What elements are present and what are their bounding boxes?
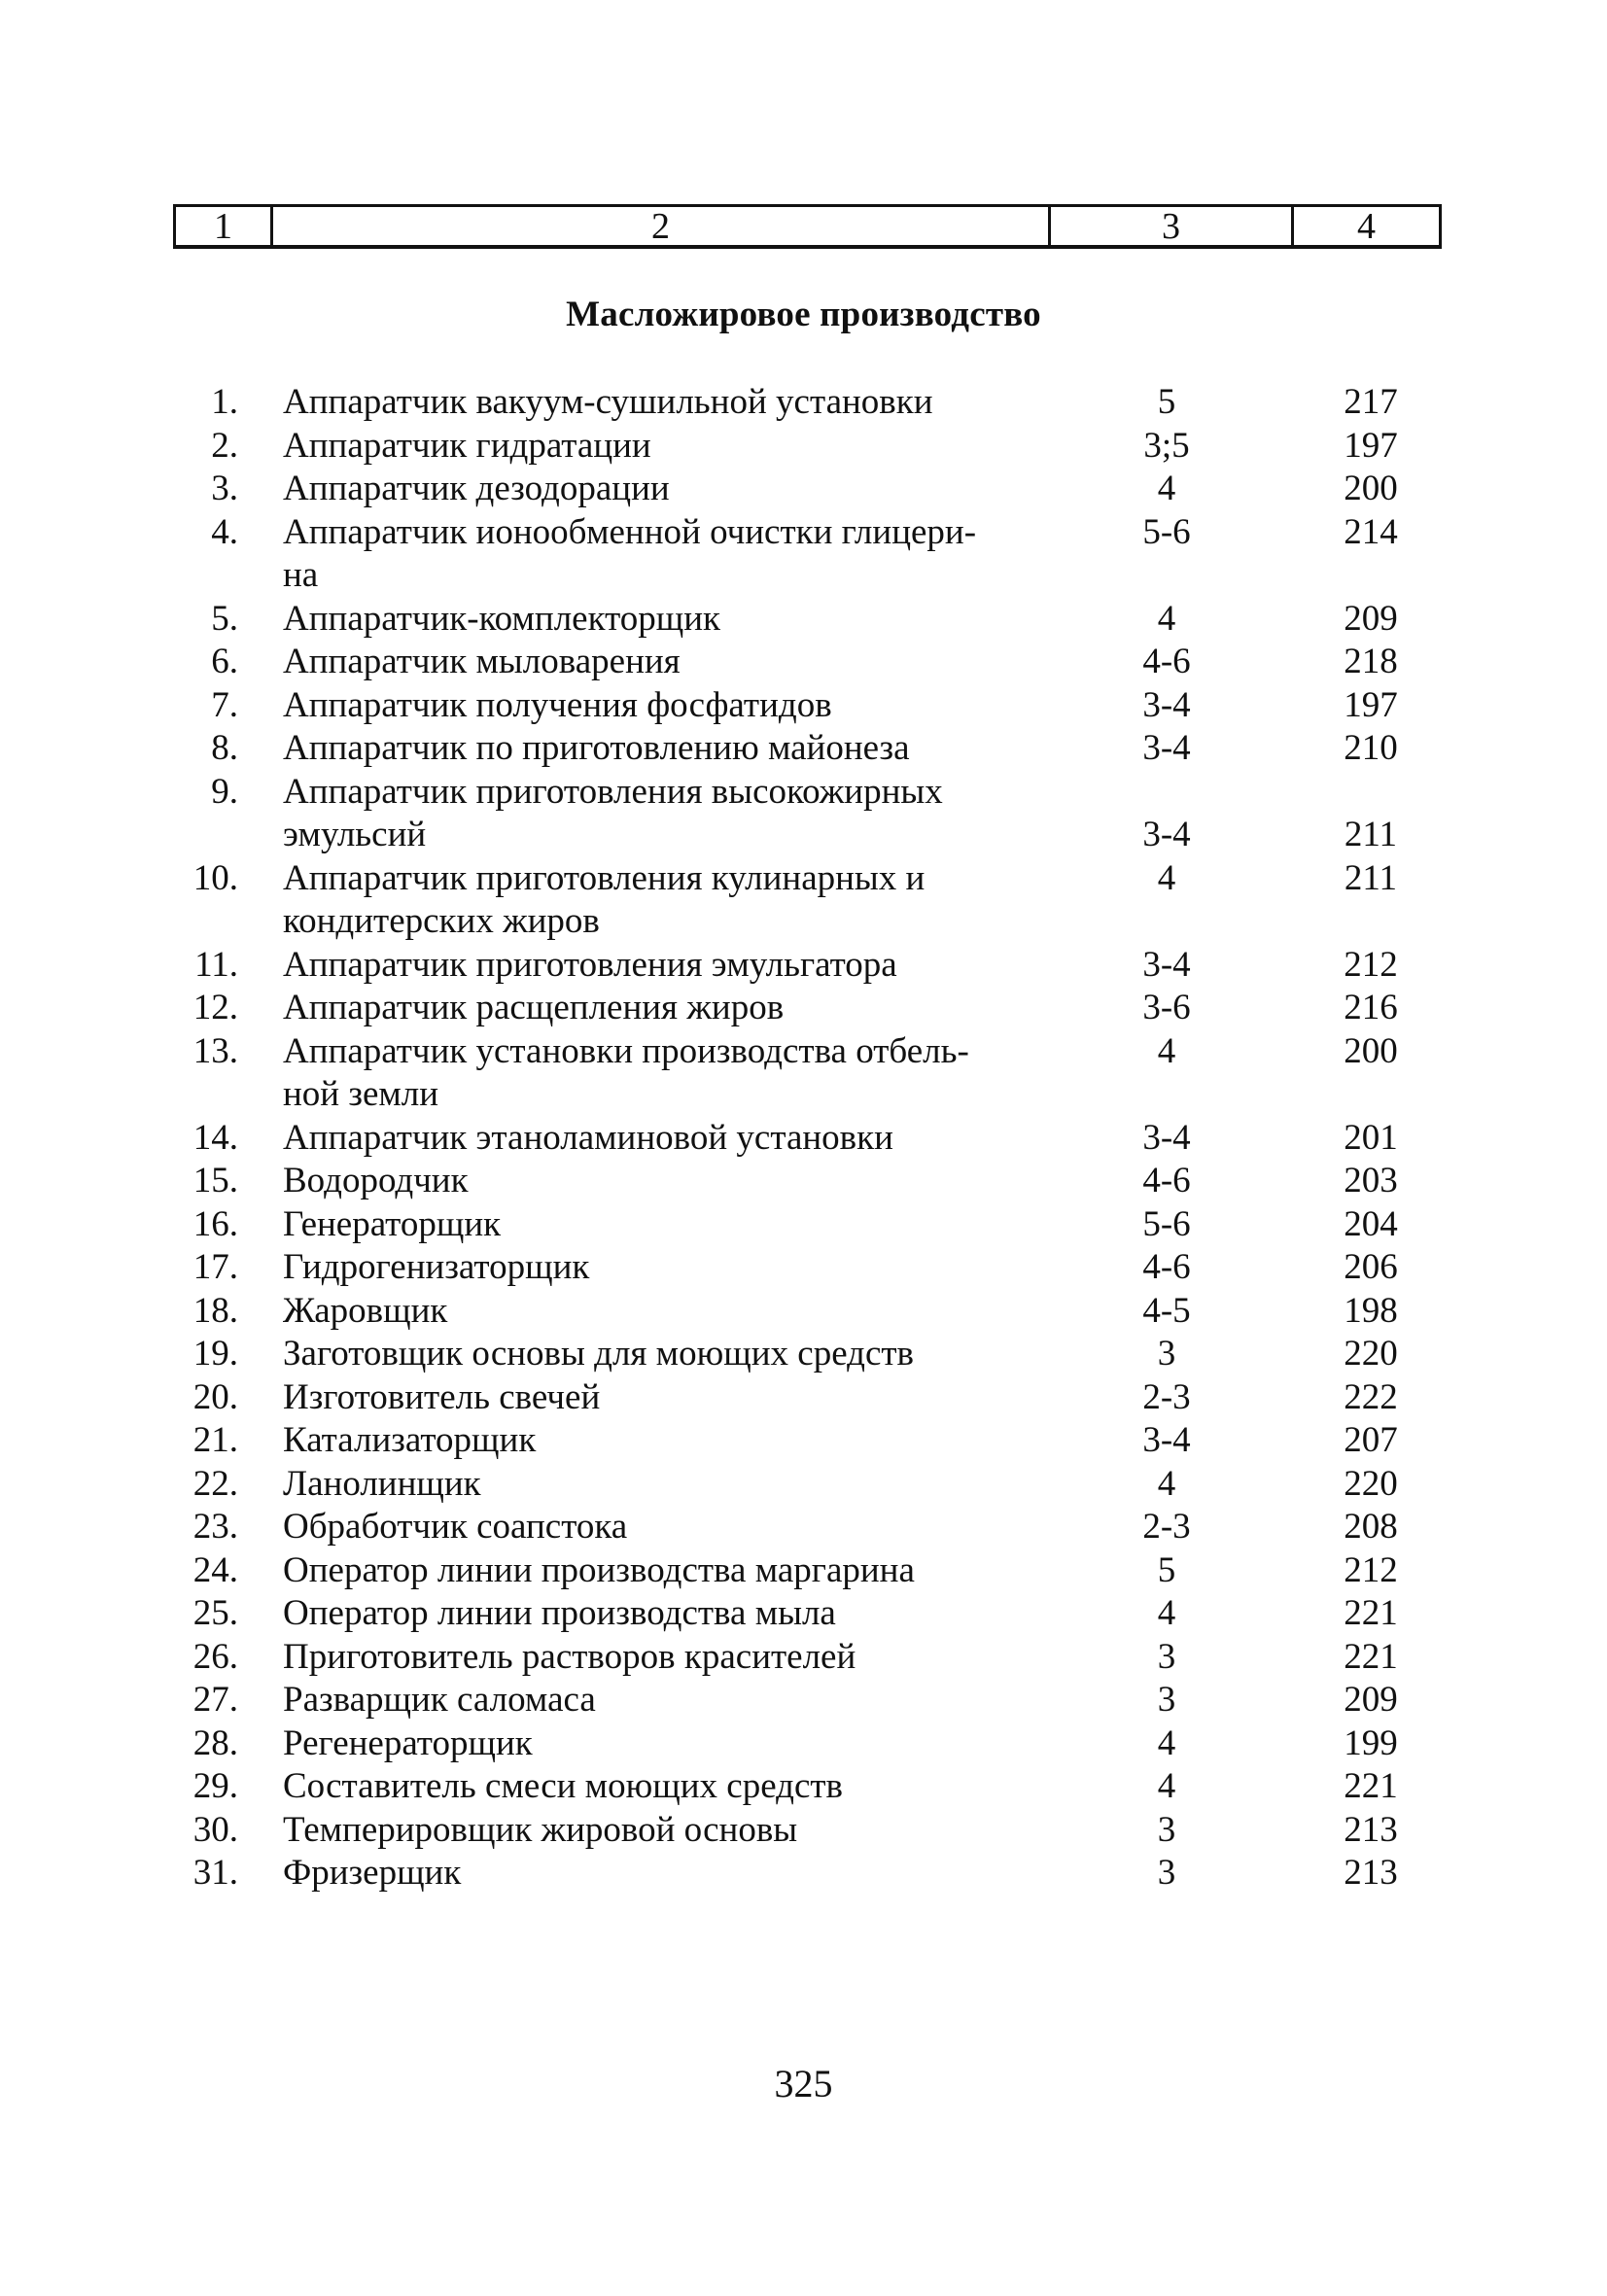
item-number: 24. (192, 1549, 238, 1590)
page-reference: 209 (1344, 598, 1398, 639)
list-item-line (0, 1549, 1607, 1593)
occupation-name: Жаровщик (283, 1290, 448, 1331)
list-item (0, 1290, 1607, 1334)
occupation-name: Аппаратчик приготовления эмульгатора (283, 944, 897, 985)
list-item (0, 1636, 1607, 1680)
page-reference: 206 (1344, 1247, 1398, 1287)
list-item-line (0, 1722, 1607, 1766)
list-item (0, 944, 1607, 988)
list-item-line (0, 900, 1607, 944)
grade-range: 5 (1157, 1549, 1176, 1590)
list-item (0, 684, 1607, 728)
page-reference: 213 (1344, 1809, 1398, 1850)
item-number: 19. (192, 1334, 238, 1374)
list-item (0, 598, 1607, 642)
item-number: 27. (192, 1680, 238, 1720)
item-number: 20. (192, 1376, 238, 1417)
occupation-name: Аппаратчик этаноламиновой установки (283, 1117, 893, 1158)
list-item-line (0, 684, 1607, 728)
list-item-line (0, 944, 1607, 988)
occupation-name: Обработчик соапстока (283, 1507, 628, 1547)
grade-range: 5-6 (1142, 511, 1191, 552)
item-number: 13. (192, 1030, 238, 1071)
list-item-line (0, 1679, 1607, 1722)
page-number: 325 (774, 2062, 833, 2105)
occupation-name: Аппаратчик по приготовлению майонеза (283, 728, 910, 768)
list-item (0, 1722, 1607, 1766)
list-item-line (0, 1203, 1607, 1247)
grade-range: 4-5 (1142, 1290, 1191, 1331)
list-item-line (0, 1463, 1607, 1507)
list-item (0, 1376, 1607, 1420)
page-reference: 216 (1344, 988, 1398, 1027)
list-item-line (0, 1246, 1607, 1290)
grade-range: 3;5 (1143, 425, 1190, 466)
list-item (0, 771, 1607, 857)
occupation-name: Приготовитель растворов красителей (283, 1636, 856, 1677)
page-reference: 211 (1344, 857, 1398, 898)
item-number: 6. (211, 642, 238, 681)
list-item-line (0, 1160, 1607, 1203)
list-item (0, 1765, 1607, 1809)
page-reference: 212 (1344, 944, 1398, 985)
grade-range: 4-6 (1142, 642, 1191, 681)
grade-range: 4 (1157, 1030, 1176, 1071)
occupation-name: Оператор линии производства маргарина (283, 1549, 915, 1590)
page-reference: 217 (1344, 382, 1398, 422)
grade-range: 2-3 (1142, 1376, 1191, 1417)
grade-range: 3 (1157, 1680, 1176, 1720)
page-reference: 220 (1344, 1334, 1398, 1374)
grade-range: 2-3 (1142, 1507, 1191, 1547)
item-number: 1. (211, 382, 238, 422)
occupation-name: Гидрогенизаторщик (283, 1247, 590, 1287)
list-item (0, 987, 1607, 1030)
occupation-name: Темперировщик жировой основы (283, 1809, 798, 1850)
list-item-line (0, 554, 1607, 598)
grade-range: 3-4 (1142, 944, 1191, 985)
list-item-line (0, 1852, 1607, 1896)
item-number: 21. (192, 1420, 238, 1460)
occupation-name: Аппаратчик получения фосфатидов (283, 684, 832, 725)
list-item-line (0, 1117, 1607, 1161)
list-item-line (0, 1073, 1607, 1117)
item-number: 15. (192, 1161, 238, 1200)
list-item-line (0, 468, 1607, 511)
list-item (0, 641, 1607, 684)
list-item (0, 1160, 1607, 1203)
page-reference: 209 (1344, 1680, 1398, 1720)
occupation-name: Аппаратчик-комплекторщик (283, 598, 721, 639)
list-item-line (0, 1636, 1607, 1680)
column-number-4: 4 (1357, 205, 1376, 247)
item-number: 8. (211, 728, 238, 768)
list-item-line (0, 814, 1607, 857)
list-item-line (0, 987, 1607, 1030)
list-item (0, 1333, 1607, 1376)
page-reference: 197 (1344, 684, 1398, 725)
occupation-name: Разварщик саломаса (283, 1680, 596, 1720)
occupation-name: Регенераторщик (283, 1722, 533, 1763)
item-number: 11. (194, 944, 238, 985)
list-item (0, 1246, 1607, 1290)
item-number: 30. (192, 1809, 238, 1850)
grade-range: 3-4 (1142, 1117, 1191, 1158)
list-item-line (0, 727, 1607, 771)
item-number: 18. (192, 1290, 238, 1331)
grade-range: 3-4 (1142, 728, 1191, 768)
item-number: 3. (211, 469, 238, 508)
grade-range: 4-6 (1142, 1247, 1191, 1287)
item-number: 5. (211, 598, 238, 639)
item-number: 9. (211, 771, 238, 812)
occupation-name: Катализаторщик (283, 1420, 537, 1460)
page-reference: 199 (1344, 1722, 1398, 1763)
list-item (0, 857, 1607, 944)
page-reference: 222 (1344, 1376, 1398, 1417)
list-item (0, 1203, 1607, 1247)
occupation-name: Изготовитель свечей (283, 1376, 601, 1417)
occupation-name: Аппаратчик приготовления высокожирных (283, 771, 943, 812)
item-number: 17. (192, 1247, 238, 1287)
grade-range: 4 (1157, 1766, 1176, 1806)
list-item-line (0, 1290, 1607, 1334)
list-item (0, 381, 1607, 425)
column-number-3: 3 (1051, 207, 1294, 245)
grade-range: 4 (1157, 857, 1176, 898)
list-item-line (0, 1030, 1607, 1074)
page-reference: 221 (1344, 1766, 1398, 1806)
occupation-name: Аппаратчик ионообменной очистки глицери- (283, 511, 977, 552)
list-item (0, 1679, 1607, 1722)
grade-range: 5 (1157, 382, 1176, 422)
grade-range: 3-4 (1142, 684, 1191, 725)
page-reference: 198 (1344, 1290, 1398, 1331)
list-item-line (0, 1376, 1607, 1420)
occupation-name: Аппаратчик вакуум-сушильной установки (283, 382, 933, 422)
item-number: 31. (192, 1853, 238, 1893)
occupation-name: Аппаратчик мыловарения (283, 642, 681, 681)
item-number: 26. (192, 1636, 238, 1677)
section-title: Масложировое производство (566, 295, 1041, 334)
list-item-line (0, 598, 1607, 642)
page-reference: 214 (1344, 511, 1398, 552)
list-item-line (0, 1809, 1607, 1853)
occupation-name: эмульсий (283, 815, 427, 854)
list-item (0, 1592, 1607, 1636)
page-reference: 197 (1344, 425, 1398, 466)
occupation-name: Оператор линии производства мыла (283, 1593, 836, 1633)
page-reference: 218 (1344, 642, 1398, 681)
page-reference: 221 (1344, 1636, 1398, 1677)
occupation-list (0, 381, 1607, 1896)
grade-range: 4 (1157, 598, 1176, 639)
list-item (0, 1419, 1607, 1463)
occupation-name: Аппаратчик гидратации (283, 425, 651, 466)
list-item-line (0, 425, 1607, 469)
item-number: 25. (192, 1593, 238, 1633)
page-reference: 213 (1344, 1853, 1398, 1893)
page-reference: 203 (1344, 1161, 1398, 1200)
grade-range: 3 (1157, 1636, 1176, 1677)
item-number: 16. (192, 1203, 238, 1244)
page-reference: 211 (1344, 815, 1398, 854)
item-number: 4. (211, 511, 238, 552)
occupation-name: Водородчик (283, 1161, 469, 1200)
list-item (0, 1117, 1607, 1161)
grade-range: 4 (1157, 1463, 1176, 1504)
occupation-name: на (283, 555, 319, 595)
list-item-line (0, 1592, 1607, 1636)
item-number: 2. (211, 425, 238, 466)
grade-range: 3 (1157, 1853, 1176, 1893)
list-item-line (0, 1333, 1607, 1376)
list-item-line (0, 381, 1607, 425)
list-item (0, 1506, 1607, 1549)
list-item (0, 1809, 1607, 1853)
occupation-name: Аппаратчик установки производства отбель- (283, 1030, 969, 1071)
list-item (0, 425, 1607, 469)
grade-range: 3-4 (1142, 815, 1191, 854)
list-item-line (0, 1765, 1607, 1809)
grade-range: 3 (1157, 1809, 1176, 1850)
item-number: 10. (192, 857, 238, 898)
item-number: 28. (192, 1722, 238, 1763)
list-item (0, 468, 1607, 511)
item-number: 23. (192, 1507, 238, 1547)
list-item (0, 1463, 1607, 1507)
page-reference: 200 (1344, 1030, 1398, 1071)
list-item-line (0, 1419, 1607, 1463)
page-reference: 204 (1344, 1203, 1398, 1244)
page-reference: 210 (1344, 728, 1398, 768)
occupation-name: ной земли (283, 1074, 439, 1114)
grade-range: 3-4 (1142, 1420, 1191, 1460)
page-reference: 207 (1344, 1420, 1398, 1460)
grade-range: 3 (1157, 1334, 1176, 1374)
item-number: 14. (192, 1117, 238, 1158)
item-number: 12. (192, 988, 238, 1027)
page-reference: 200 (1344, 469, 1398, 508)
page-reference: 220 (1344, 1463, 1398, 1504)
occupation-name: Аппаратчик расщепления жиров (283, 988, 785, 1027)
item-number: 22. (192, 1463, 238, 1504)
grade-range: 4-6 (1142, 1161, 1191, 1200)
list-item (0, 727, 1607, 771)
list-item-line (0, 857, 1607, 901)
grade-range: 4 (1157, 469, 1176, 508)
page-reference: 221 (1344, 1593, 1398, 1633)
grade-range: 5-6 (1142, 1203, 1191, 1244)
list-item-line (0, 511, 1607, 555)
list-item (0, 1030, 1607, 1117)
page-reference: 212 (1344, 1549, 1398, 1590)
list-item-line (0, 641, 1607, 684)
grade-range: 4 (1157, 1722, 1176, 1763)
list-item (0, 1549, 1607, 1593)
column-number-1: 1 (176, 207, 273, 245)
grade-range: 4 (1157, 1593, 1176, 1633)
column-number-header (173, 204, 1442, 249)
page-reference: 201 (1344, 1117, 1398, 1158)
list-item (0, 511, 1607, 598)
grade-range: 3-6 (1142, 988, 1191, 1027)
column-number-2: 2 (273, 207, 1051, 245)
occupation-name: Заготовщик основы для моющих средств (283, 1334, 915, 1374)
list-item-line (0, 771, 1607, 815)
list-item-line (0, 1506, 1607, 1549)
occupation-name: Генераторщик (283, 1203, 502, 1244)
occupation-name: Аппаратчик приготовления кулинарных и (283, 857, 926, 898)
occupation-name: кондитерских жиров (283, 901, 600, 941)
item-number: 7. (211, 684, 238, 725)
occupation-name: Ланолинщик (283, 1463, 481, 1504)
page-reference: 208 (1344, 1507, 1398, 1547)
occupation-name: Составитель смеси моющих средств (283, 1766, 844, 1806)
list-item (0, 1852, 1607, 1896)
item-number: 29. (192, 1766, 238, 1806)
occupation-name: Фризерщик (283, 1853, 462, 1893)
occupation-name: Аппаратчик дезодорации (283, 469, 670, 508)
